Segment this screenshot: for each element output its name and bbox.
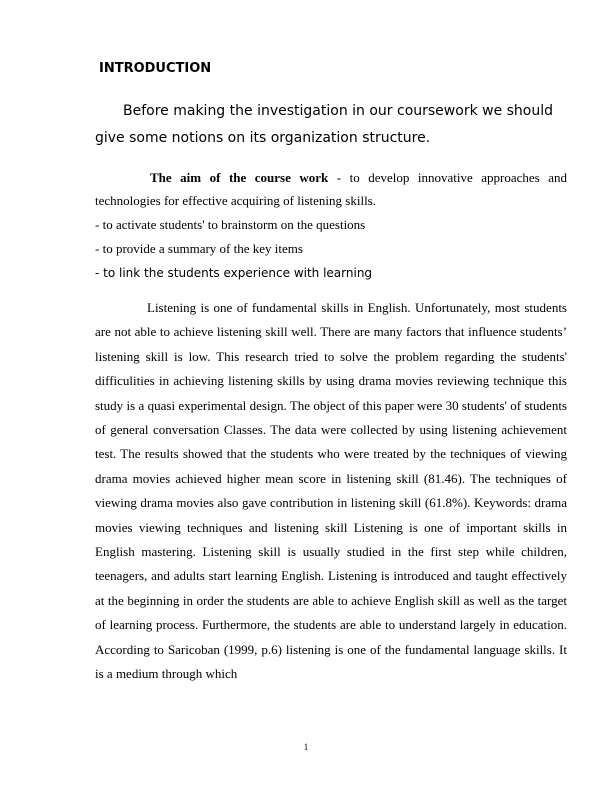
- list-item: - to activate students' to brainstorm on the questions: [95, 217, 366, 232]
- intro-paragraph: [95, 98, 570, 152]
- aim-paragraph: [95, 166, 567, 212]
- list-item: - to provide a summary of the key items: [95, 241, 303, 256]
- body-paragraph-text: Listening is one of fundamental skills in English. Unfortunately, most students are not able to achieve listening skill well. There are many factors that influence students’ listening skill is low. This research tried to solve the problem regarding the students' difficulities in achieving listening skills by using drama movies reviewing technique this study is a quasi experimental design. The object of this paper were 30 students' of students of general conversation Classes. The data were collected by using listening achievement test. The results showed that the students who were treated by the techniques of viewing drama movies achieved higher mean score in listening skill (81.46). The techniques of viewing drama movies also gave contribution in listening skill (61.8%). Keywords: drama movies viewing techniques and listening skill Listening is one of important skills in English mastering. Listening skill is usually studied in the first step while children, teenagers, and adults start learning English. Listening is introduced and taught effectively at the beginning in order the students are able to achieve English skill as well as the target of learning process. Furthermore, the students are able to understand largely in education. According to Saricoban (1999, p.6) listening is one of the fundamental language skills. It is a medium through which: [95, 300, 567, 682]
- section-heading: INTRODUCTION: [99, 61, 212, 76]
- objectives-list: [95, 213, 372, 285]
- intro-paragraph-text: Before making the investigation in our coursework we should give some notions on its organization structure.: [95, 103, 554, 146]
- list-item: - to link the students experience with learning: [95, 266, 373, 280]
- aim-text: - to develop innovative approaches and technologies for effective acquiring of listening skills.: [95, 170, 567, 208]
- body-paragraph: [95, 296, 567, 687]
- page-number: 1: [303, 742, 309, 752]
- aim-label: The aim of the course work: [150, 170, 329, 185]
